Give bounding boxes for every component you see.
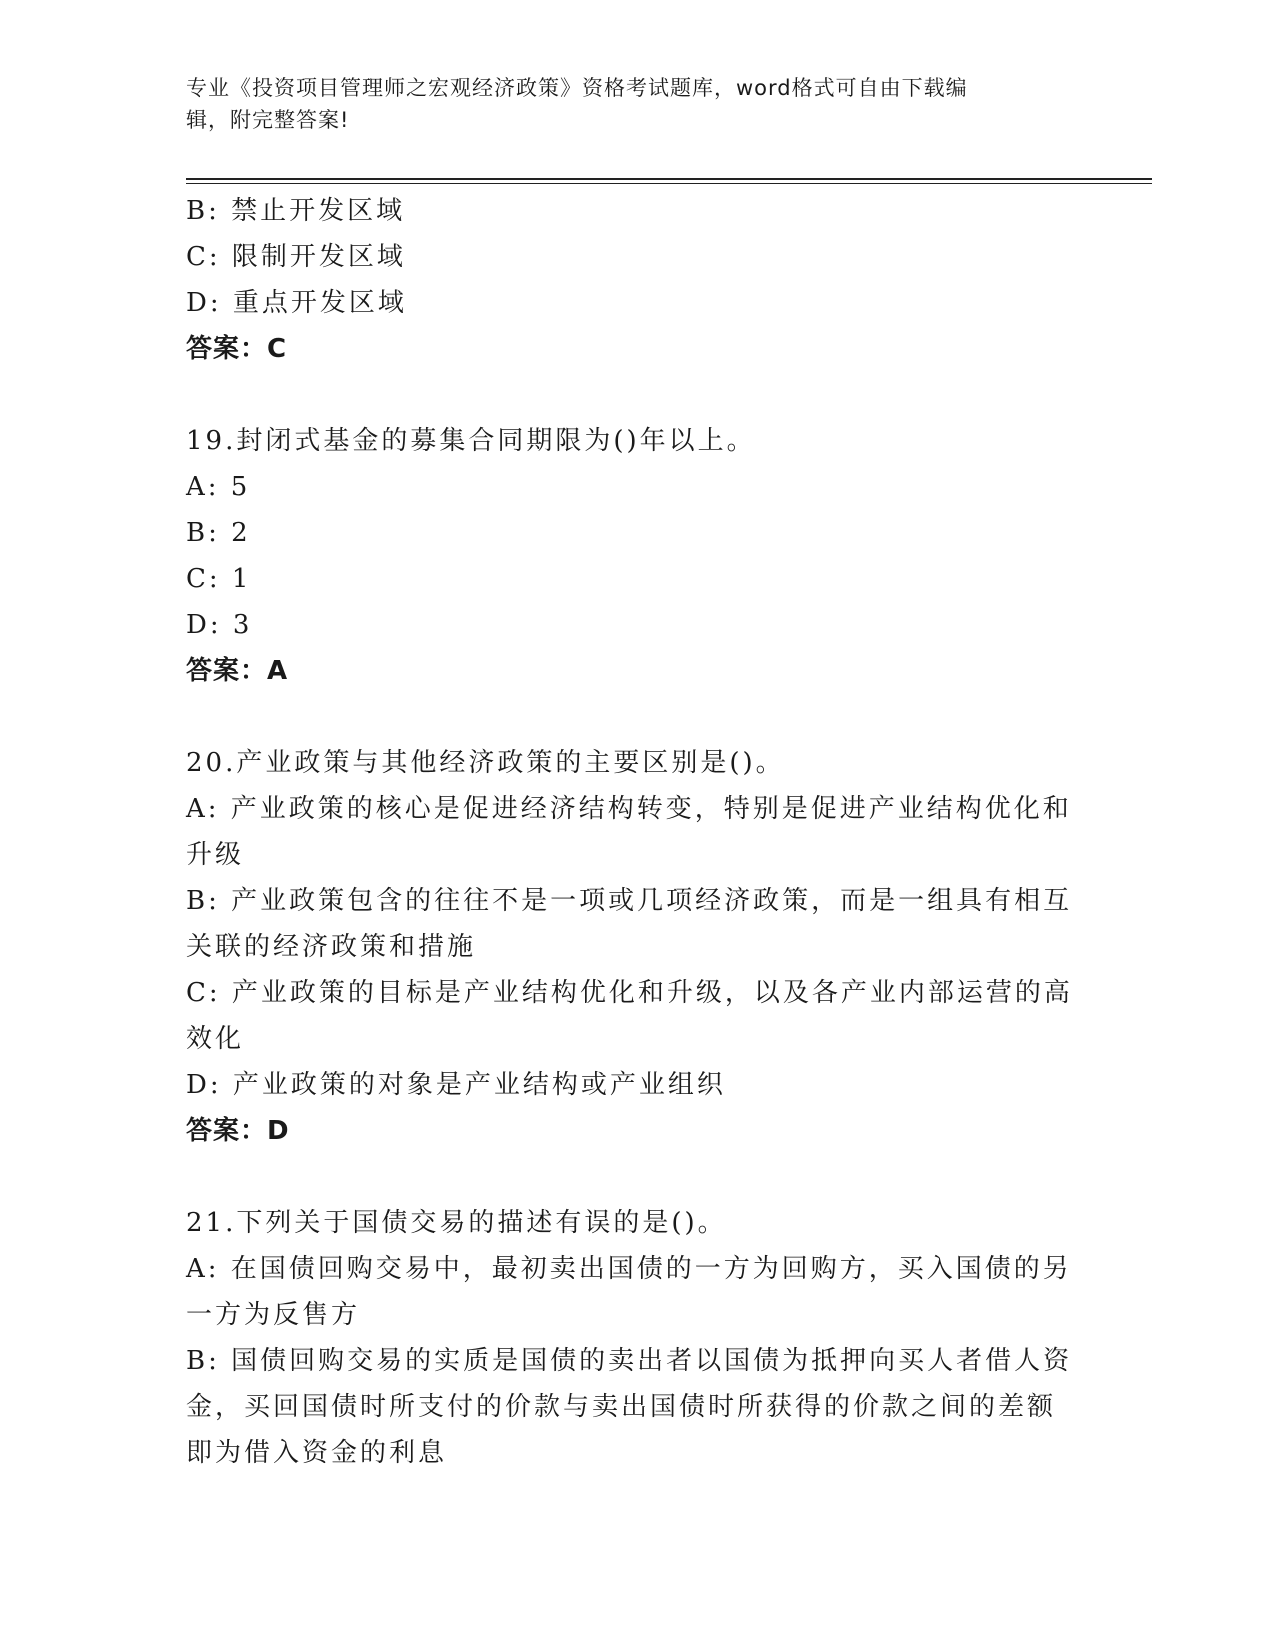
q20-option-d-line-1: D: 产业政策的对象是产业结构或产业组织	[186, 1070, 726, 1100]
answer-label: 答案：C	[186, 334, 288, 364]
q21-option-b-line-1: B: 国债回购交易的实质是国债的卖出者以国债为抵押向买人者借人资	[186, 1346, 1073, 1376]
document-header	[186, 72, 1066, 136]
header-divider	[186, 178, 1152, 184]
q21-option-b-line-2: 金，买回国债时所支付的价款与卖出国债时所获得的价款之间的差额	[186, 1392, 1057, 1422]
question-21-stem: 21.下列关于国债交易的描述有误的是()。	[186, 1208, 727, 1238]
q21-option-a-line-1: A: 在国债回购交易中，最初卖出国债的一方为回购方，买入国债的另	[186, 1254, 1072, 1284]
header-line-2: 辑，附完整答案!	[186, 108, 350, 132]
option-b: B: 禁止开发区域	[186, 196, 406, 226]
q20-answer: 答案：D	[186, 1116, 290, 1146]
question-content	[186, 188, 1086, 1476]
q21-option-b-line-3: 即为借入资金的利息	[186, 1438, 448, 1468]
option-d: D: 重点开发区域	[186, 288, 407, 318]
q19-answer: 答案：A	[186, 656, 289, 686]
question-19-stem: 19.封闭式基金的募集合同期限为()年以上。	[186, 426, 756, 456]
q20-option-a-line-2: 升级	[186, 840, 245, 870]
q19-option-d: D: 3	[186, 610, 253, 640]
q19-option-a: A: 5	[186, 472, 251, 502]
q21-option-a-line-2: 一方为反售方	[186, 1300, 361, 1330]
q20-option-a-line-1: A: 产业政策的核心是促进经济结构转变，特别是促进产业结构优化和	[186, 794, 1072, 824]
q19-option-c: C: 1	[186, 564, 252, 594]
q20-option-b-line-2: 关联的经济政策和措施	[186, 932, 477, 962]
q20-option-c-line-2: 效化	[186, 1024, 245, 1054]
option-c: C: 限制开发区域	[186, 242, 406, 272]
header-line-1: 专业《投资项目管理师之宏观经济政策》资格考试题库，word格式可自由下载编	[186, 76, 968, 100]
question-20-stem: 20.产业政策与其他经济政策的主要区别是()。	[186, 748, 785, 778]
q20-option-b-line-1: B: 产业政策包含的往往不是一项或几项经济政策，而是一组具有相互	[186, 886, 1073, 916]
q20-option-c-line-1: C: 产业政策的目标是产业结构优化和升级，以及各产业内部运营的高	[186, 978, 1073, 1008]
q19-option-b: B: 2	[186, 518, 251, 548]
